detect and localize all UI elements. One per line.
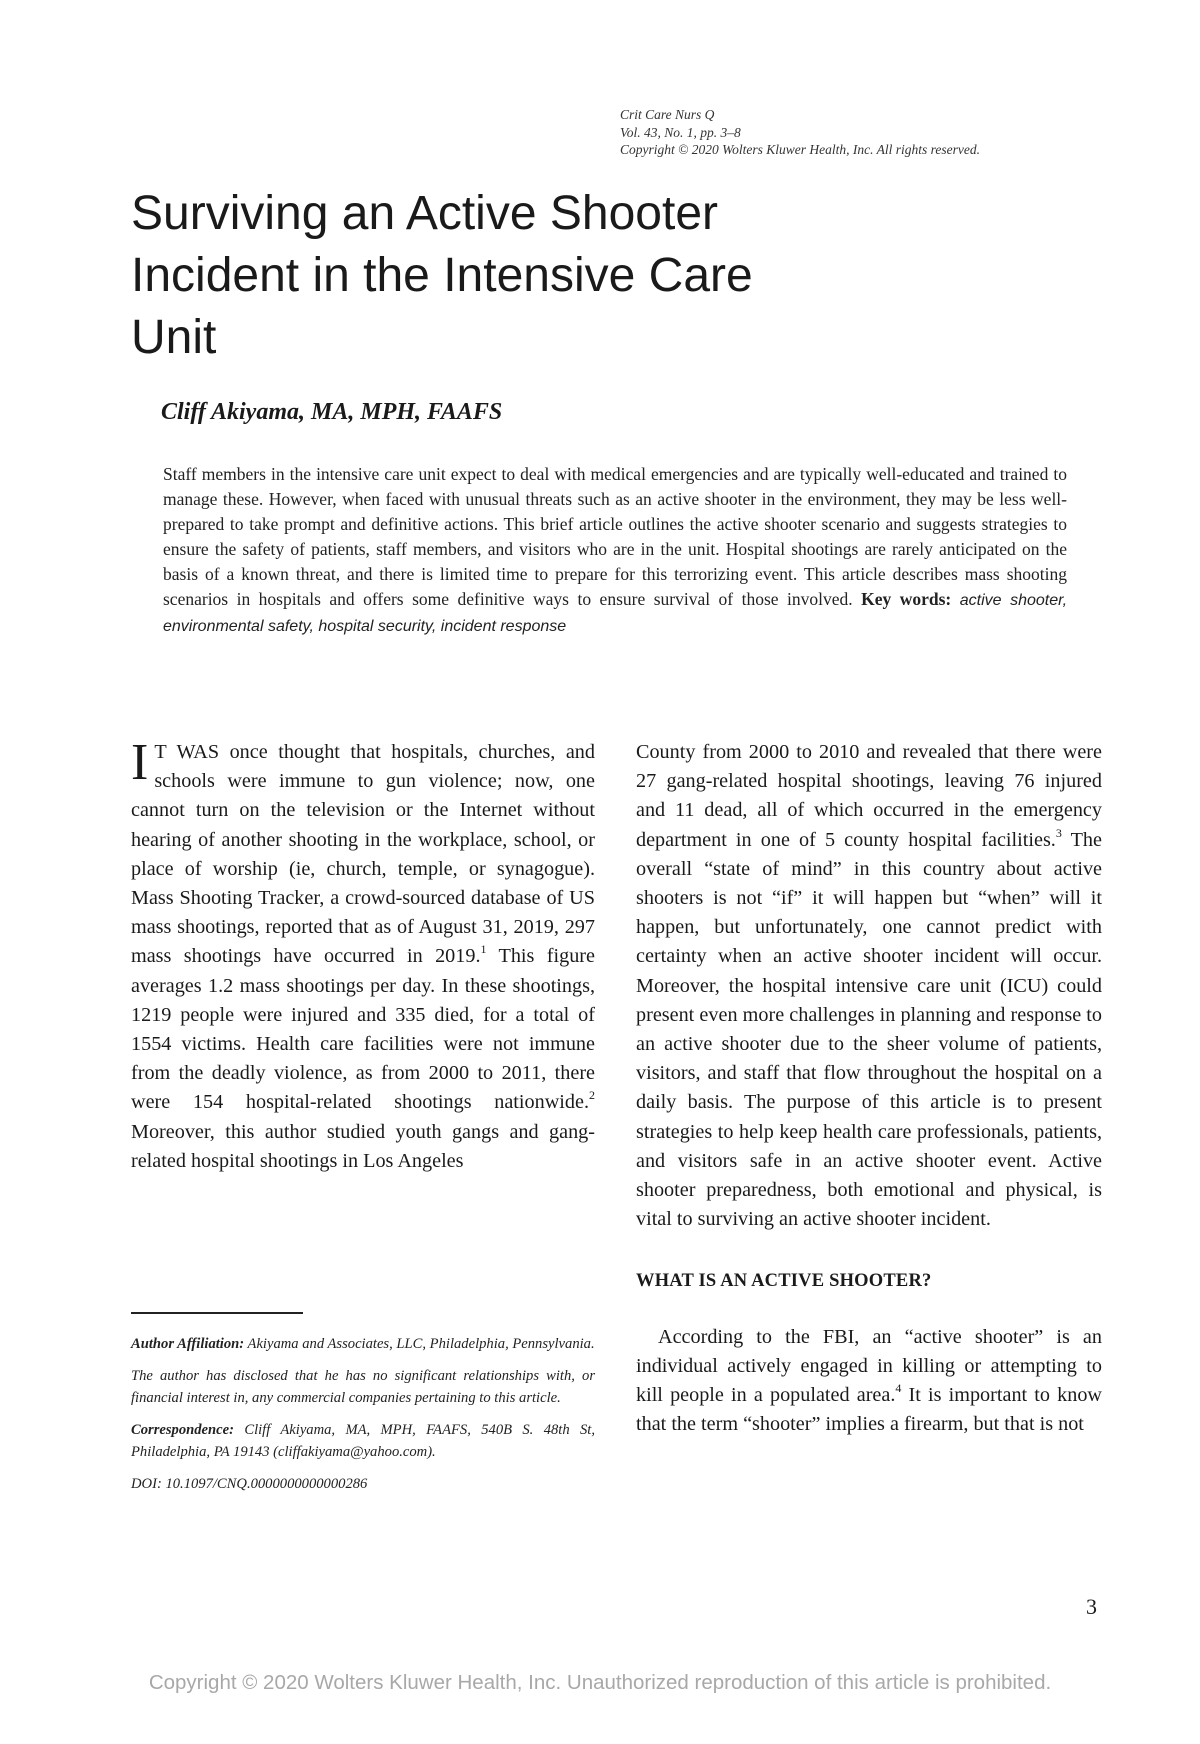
- title-line: Unit: [131, 311, 217, 364]
- body-column-left: [131, 734, 595, 1176]
- footnote-text: Cliff Akiyama, MA, MPH, FAAFS, 540B S. 48th St, Philadelphia, PA 19143 (cliffakiyama@yahoo.com).: [131, 1422, 595, 1460]
- title-line: Incident in the Intensive Care: [131, 249, 753, 302]
- journal-copyright: Copyright © 2020 Wolters Kluwer Health, Inc. All rights reserved.: [620, 142, 980, 157]
- journal-volume: Vol. 43, No. 1, pp. 3–8: [620, 124, 741, 140]
- body-text: It is important to know that the term “shooter” implies a firearm, but that is not: [636, 1384, 1102, 1436]
- copyright-watermark: Copyright © 2020 Wolters Kluwer Health, Inc. Unauthorized reproduction of this article is prohibited.: [148, 1671, 1052, 1694]
- reference-link[interactable]: 2: [589, 1088, 595, 1103]
- article-title: [131, 183, 1031, 369]
- footnote-divider: [131, 1312, 303, 1314]
- journal-name: Crit Care Nurs Q: [620, 107, 715, 122]
- body-text: Moreover, this author studied youth gangs and gang-related hospital shootings in Los Angeles: [131, 1120, 595, 1172]
- journal-info: [620, 106, 1140, 159]
- footnote-text: Akiyama and Associates, LLC, Philadelphia, Pennsylvania.: [244, 1336, 595, 1352]
- body-paragraph: [636, 1323, 1102, 1440]
- author-name: Cliff Akiyama, MA, MPH, FAAFS: [161, 399, 503, 425]
- abstract-text: Staff members in the intensive care unit expect to deal with medical emergencies and are typically well-educated and trained to manage these. However, when faced with unusual threats such as an active shooter in the environment, they may be less well-prepared to take prompt and definitive actions. This brief article outlines the active shooter scenario and suggests strategies to ensure the safety of patients, staff members, and visitors who are in the unit. Hospital shootings are rarely anticipated on the basis of a known threat, and there is limited time to prepare for this terrorizing event. This article describes mass shooting scenarios in hospitals and offers some definitive ways to ensure survival of those involved.: [163, 464, 1067, 609]
- body-text: This figure averages 1.2 mass shootings per day. In these shootings, 1219 people were injured and 335 died, for a total of 1554 victims. Health care facilities were not immune from the deadly violence, as from 2000 to 2011, there were 154 hospital-related shootings nationwide.: [131, 945, 595, 1114]
- body-text: The overall “state of mind” in this country about active shooters is not “if” it will happen but “when” will it happen, but unfortunately, one cannot predict with certainty when an active shooter incident will occur. Moreover, the hospital intensive care unit (ICU) could present even more challenges in planning and response to an active shooter due to the sheer volume of patients, visitors, and staff that flow throughout the hospital on a daily basis. The purpose of this article is to present strategies to help keep health care professionals, patients, and visitors safe in an active shooter event. Active shooter preparedness, both emotional and physical, is vital to surviving an active shooter incident.: [636, 828, 1102, 1231]
- title-line: Surviving an Active Shooter: [131, 187, 718, 240]
- drop-cap: I: [131, 734, 149, 791]
- footnote-disclosure: The author has disclosed that he has no significant relationships with, or financial interest in, any commercial companies pertaining to this article.: [131, 1368, 595, 1406]
- footnote-label: Correspondence:: [131, 1422, 234, 1438]
- abstract: [163, 462, 1067, 639]
- footnote-doi: DOI: 10.1097/CNQ.0000000000000286: [131, 1476, 368, 1492]
- body-text: According to the FBI, an “active shooter” is an individual actively engaged in killing or attempting to kill people in a populated area.: [636, 1325, 1102, 1407]
- keywords: active shooter, environmental safety, hospital security, incident response: [163, 592, 1068, 635]
- body-paragraph: [131, 734, 595, 1176]
- reference-link[interactable]: 1: [480, 942, 487, 957]
- body-text: County from 2000 to 2010 and revealed that there were 27 gang-related hospital shootings, leaving 76 injured and 11 dead, all of which occurred in the emergency department in one of 5 county hospital facilities.: [636, 741, 1102, 851]
- footnote-correspondence: [131, 1419, 595, 1463]
- body-column-right: [636, 738, 1102, 1439]
- body-text: T WAS once thought that hospitals, churches, and schools were immune to gun violence; now, one cannot turn on the television or the Internet without hearing of another shooting in the workplace, school, or place of worship (ie, church, temple, or synagogue). Mass Shooting Tracker, a crowd-sourced database of US mass shootings, reported that as of August 31, 2019, 297 mass shootings have occurred in 2019.: [131, 741, 595, 968]
- page-number: 3: [1086, 1594, 1097, 1619]
- reference-link[interactable]: 4: [895, 1381, 902, 1396]
- body-paragraph: [636, 738, 1102, 1234]
- footnote-label: Author Affiliation:: [131, 1336, 245, 1352]
- keywords-label: Key words:: [861, 589, 952, 609]
- section-heading: WHAT IS AN ACTIVE SHOOTER?: [636, 1271, 932, 1292]
- footnotes: [131, 1333, 595, 1505]
- footnote-affiliation: [131, 1333, 595, 1355]
- reference-link[interactable]: 3: [1055, 825, 1062, 840]
